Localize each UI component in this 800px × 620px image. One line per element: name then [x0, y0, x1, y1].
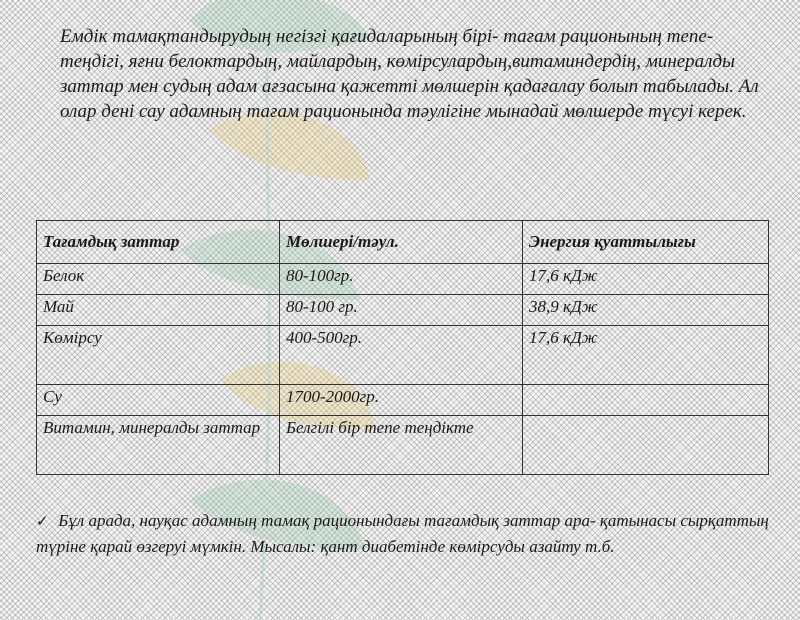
- table-row: [37, 385, 769, 416]
- table-row: [37, 326, 769, 385]
- table-cell: 17,6 кДж: [523, 326, 769, 385]
- table-cell: Белгілі бір тепе теңдікте: [280, 416, 523, 475]
- nutrition-table-container: [36, 220, 768, 475]
- table-header-row: [37, 221, 769, 264]
- table-cell: Көмірсу: [37, 326, 280, 385]
- table-cell: 400-500гр.: [280, 326, 523, 385]
- column-header-nutrient: Тағамдық заттар: [37, 221, 280, 264]
- nutrition-table: [36, 220, 769, 475]
- column-header-amount: Мөлшері/тәул.: [280, 221, 523, 264]
- checkmark-icon: ✓: [36, 512, 49, 530]
- table-cell: [523, 385, 769, 416]
- table-row: [37, 416, 769, 475]
- table-cell: 80-100гр.: [280, 264, 523, 295]
- table-cell: Су: [37, 385, 280, 416]
- table-row: [37, 295, 769, 326]
- table-cell: 38,9 кДж: [523, 295, 769, 326]
- table-cell: Витамин, минералды заттар: [37, 416, 280, 475]
- table-cell: Май: [37, 295, 280, 326]
- table-cell: 80-100 гр.: [280, 295, 523, 326]
- note-text: Бұл арада, науқас адамның тамақ рационындағы тағамдық заттар ара- қатынасы сырқаттың түріне қарай өзгеруі мүмкін. Мысалы: қант диабетінде көмірсуды азайту т.б.: [36, 511, 769, 556]
- table-cell: 1700-2000гр.: [280, 385, 523, 416]
- table-cell: [523, 416, 769, 475]
- intro-paragraph: Емдік тамақтандырудың негізгі қағидаларының бірі- тағам рационының тепе- теңдігі, яғни белоктардың, майлардың, көмірсулардың,витаминдердің, минералды заттар мен судың адам ағзасына қажетті мөлшерін қадағалау болып табылады. Ал олар дені сау адамның тағам рационында тәулігіне мынадай мөлшерде түсуі керек.: [60, 26, 759, 122]
- table-cell: 17,6 кДж: [523, 264, 769, 295]
- note-paragraph: [36, 508, 776, 559]
- table-row: [37, 264, 769, 295]
- table-cell: Белок: [37, 264, 280, 295]
- column-header-energy: Энергия қуаттылығы: [523, 221, 769, 264]
